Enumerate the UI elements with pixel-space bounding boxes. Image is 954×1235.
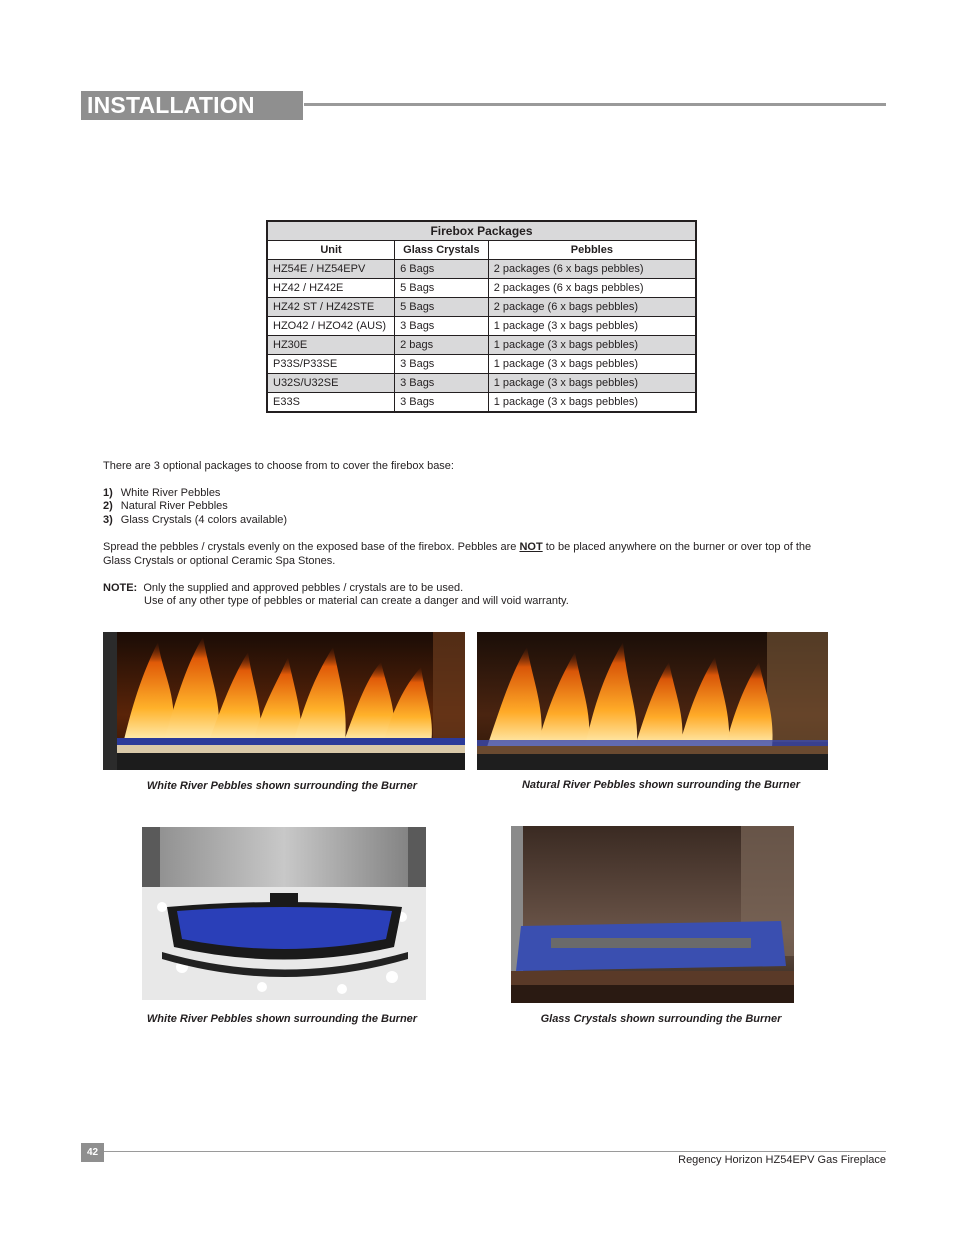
cell-pebbles: 1 package (3 x bags pebbles) [488, 374, 696, 393]
table-row [267, 317, 696, 336]
option-label: White River Pebbles [120, 487, 221, 499]
option-item [103, 487, 220, 501]
cell-unit: HZ54E / HZ54EPV [267, 260, 395, 279]
caption-photo-2: Natural River Pebbles shown surrounding the Burner [521, 779, 801, 791]
caption-photo-3: White River Pebbles shown surrounding the Burner [146, 1013, 418, 1025]
cell-pebbles: 1 package (3 x bags pebbles) [488, 393, 696, 413]
option-item [103, 514, 287, 528]
caption-photo-1: White River Pebbles shown surrounding the Burner [146, 780, 418, 792]
cell-pebbles: 2 packages (6 x bags pebbles) [488, 279, 696, 298]
table-row [267, 260, 696, 279]
intro-text: There are 3 optional packages to choose from to cover the firebox base: [103, 460, 454, 472]
table-row [267, 355, 696, 374]
photo-natural-river-pebbles [477, 632, 828, 770]
option-label: Glass Crystals (4 colors available) [120, 514, 288, 526]
option-item [103, 500, 228, 514]
spread-text-after: to be placed anywhere on the burner or over top of the Glass Crystals or optional Ceramic Spa Stones. [103, 541, 812, 567]
option-label: Natural River Pebbles [120, 500, 228, 512]
table-row [267, 393, 696, 413]
page-number: 42 [81, 1143, 104, 1162]
table-title: Firebox Packages [267, 221, 696, 241]
cell-pebbles: 2 packages (6 x bags pebbles) [488, 260, 696, 279]
note-line-2: Use of any other type of pebbles or material can create a danger and will void warranty. [144, 595, 569, 607]
table-row [267, 374, 696, 393]
cell-pebbles: 1 package (3 x bags pebbles) [488, 355, 696, 374]
note-label: NOTE: [103, 582, 138, 594]
option-number: 1) [103, 487, 113, 499]
caption-photo-4: Glass Crystals shown surrounding the Burner [540, 1013, 782, 1025]
cell-unit: E33S [267, 393, 395, 413]
cell-glass-crystals: 5 Bags [395, 298, 489, 317]
table-row [267, 336, 696, 355]
cell-unit: HZ42 ST / HZ42STE [267, 298, 395, 317]
spread-instruction [103, 541, 833, 568]
option-number: 3) [103, 514, 113, 526]
section-header [81, 91, 303, 120]
cell-glass-crystals: 3 Bags [395, 393, 489, 413]
spread-text-before: Spread the pebbles / crystals evenly on the exposed base of the firebox. Pebbles are [103, 541, 520, 553]
cell-unit: HZO42 / HZO42 (AUS) [267, 317, 395, 336]
photo-glass-crystals [511, 826, 794, 1003]
cell-pebbles: 1 package (3 x bags pebbles) [488, 336, 696, 355]
table-row [267, 298, 696, 317]
footer-rule [104, 1151, 886, 1152]
firebox-packages-table [266, 220, 697, 413]
cell-unit: P33S/P33SE [267, 355, 395, 374]
option-number: 2) [103, 500, 113, 512]
column-header-unit: Unit [267, 241, 395, 260]
photo-white-pebbles-burner-pan [142, 827, 426, 1000]
header-rule [304, 103, 886, 106]
footer-product-name: Regency Horizon HZ54EPV Gas Fireplace [678, 1154, 886, 1166]
section-title: INSTALLATION [87, 92, 255, 118]
cell-unit: HZ30E [267, 336, 395, 355]
cell-unit: HZ42 / HZ42E [267, 279, 395, 298]
column-header-glass-crystals: Glass Crystals [395, 241, 489, 260]
cell-unit: U32S/U32SE [267, 374, 395, 393]
cell-glass-crystals: 3 Bags [395, 374, 489, 393]
note-block [103, 582, 463, 596]
spread-emphasis: NOT [519, 541, 543, 553]
cell-glass-crystals: 6 Bags [395, 260, 489, 279]
note-line-1: Only the supplied and approved pebbles / crystals are to be used. [143, 582, 464, 594]
cell-glass-crystals: 3 Bags [395, 317, 489, 336]
cell-glass-crystals: 3 Bags [395, 355, 489, 374]
cell-pebbles: 2 package (6 x bags pebbles) [488, 298, 696, 317]
photo-white-river-pebbles [103, 632, 465, 770]
table-row [267, 279, 696, 298]
cell-glass-crystals: 2 bags [395, 336, 489, 355]
cell-glass-crystals: 5 Bags [395, 279, 489, 298]
column-header-pebbles: Pebbles [488, 241, 696, 260]
cell-pebbles: 1 package (3 x bags pebbles) [488, 317, 696, 336]
